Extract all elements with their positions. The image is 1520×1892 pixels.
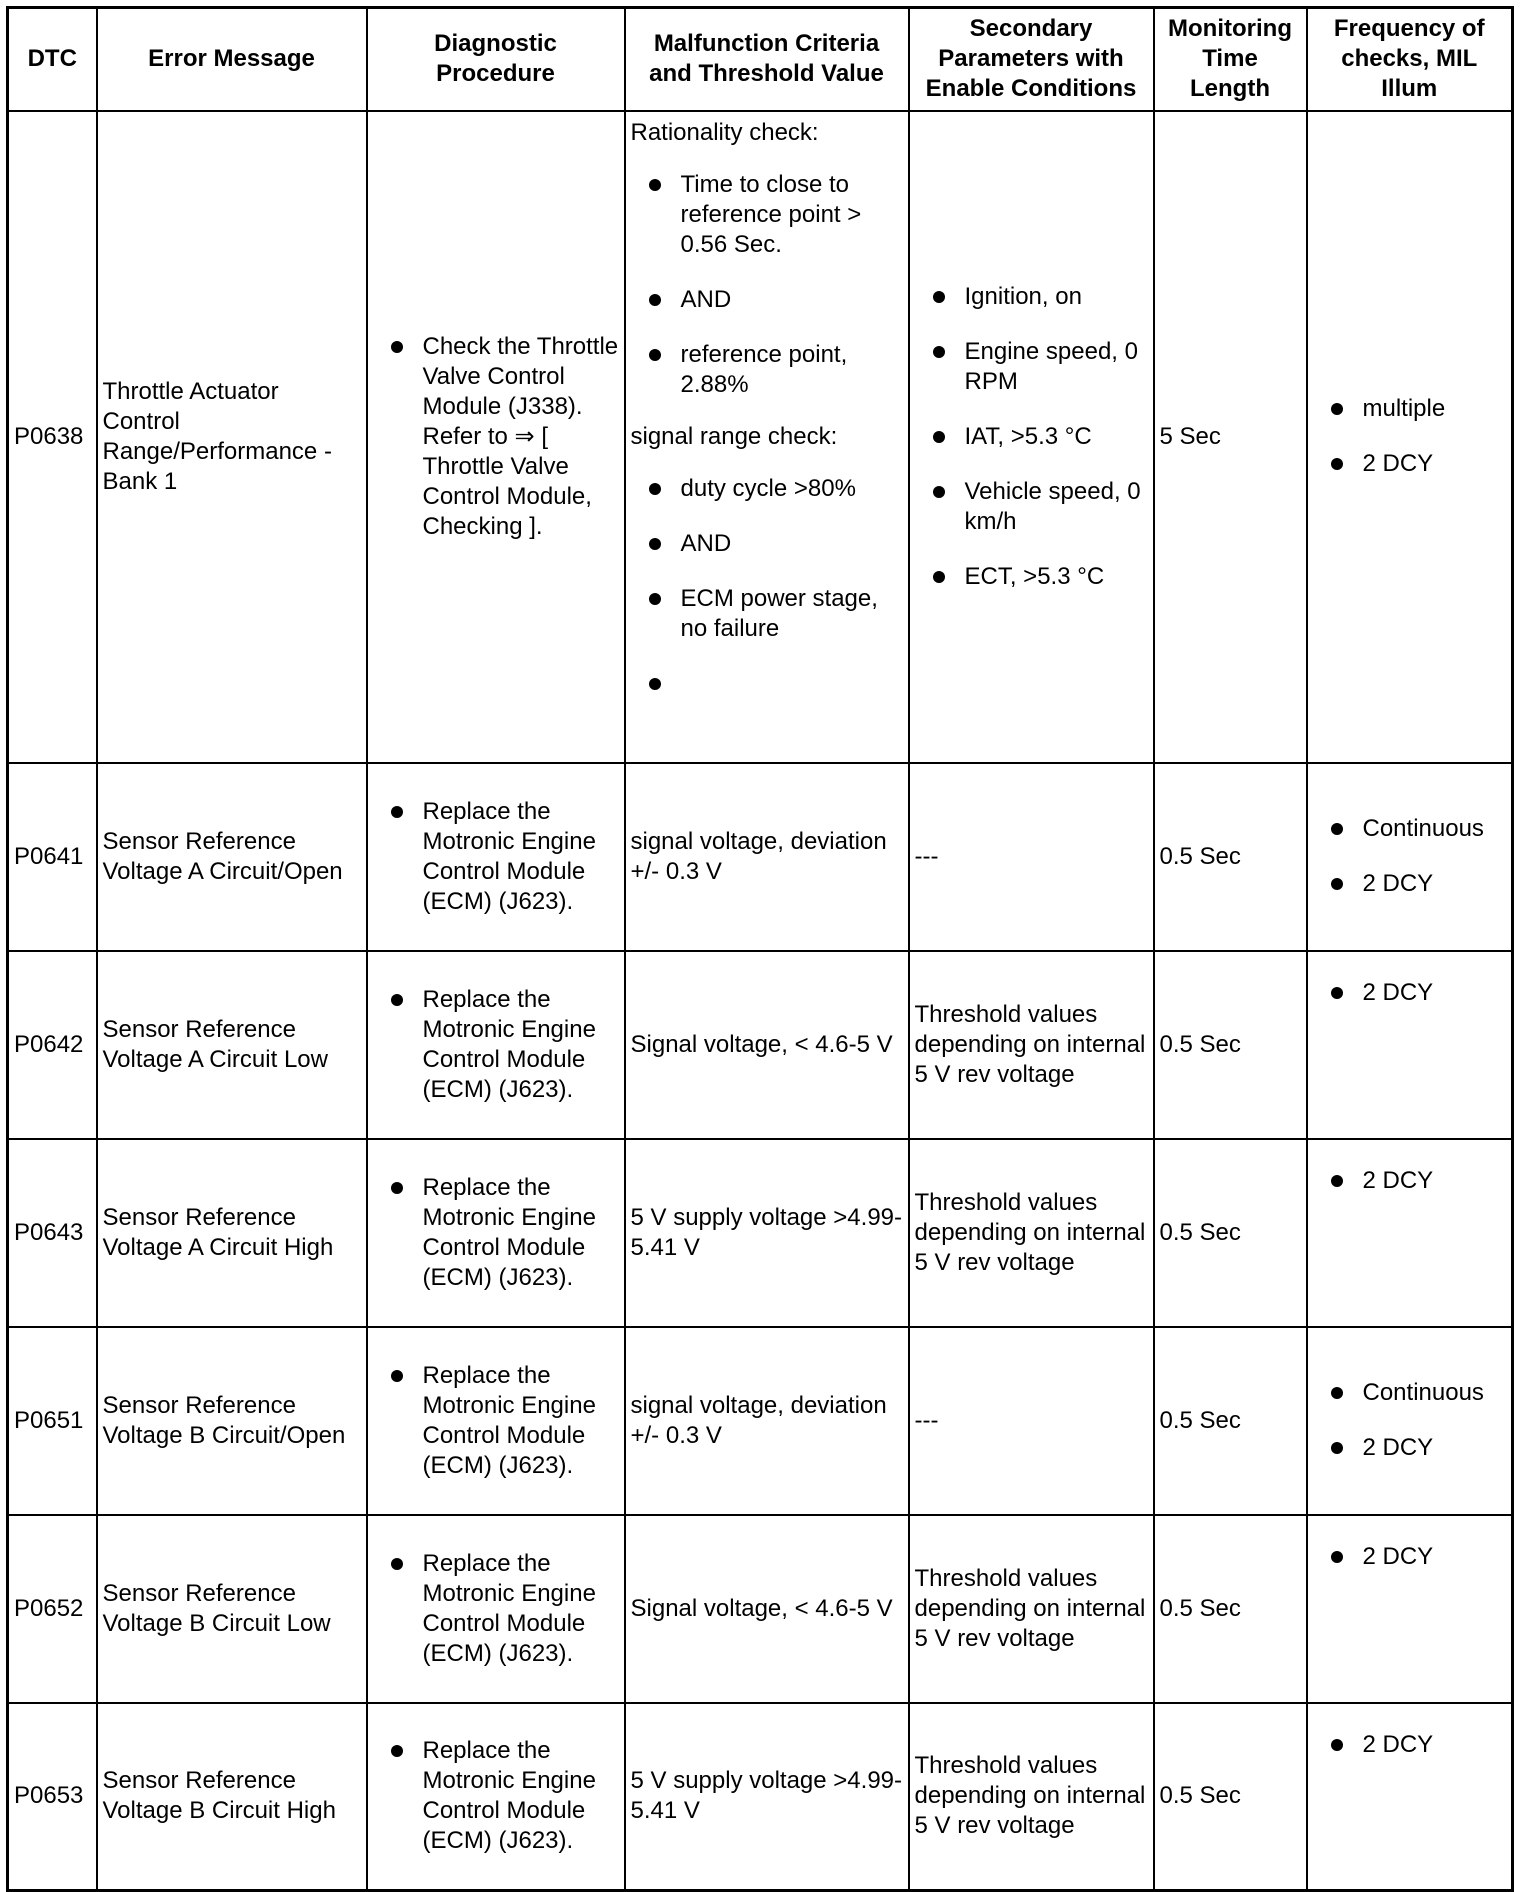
table-row: [8, 763, 1513, 951]
monitoring-time: 5 Sec: [1154, 111, 1307, 763]
diagnostic-procedure: [367, 951, 625, 1139]
diagnostic-procedure: [367, 1327, 625, 1515]
frequency-item: 2 DCY: [1313, 1730, 1507, 1760]
monitoring-time: 0.5 Sec: [1154, 763, 1307, 951]
monitoring-time: 0.5 Sec: [1154, 1139, 1307, 1327]
malfunction-criteria: [625, 111, 909, 763]
error-message: Sensor Reference Voltage A Circuit/Open: [97, 763, 367, 951]
malfunction-criteria: 5 V supply voltage >4.99-5.41 V: [625, 1703, 909, 1891]
frequency: [1307, 763, 1513, 951]
criteria-item: AND: [631, 529, 903, 559]
diagnostic-procedure: [367, 111, 625, 763]
error-message: Sensor Reference Voltage A Circuit High: [97, 1139, 367, 1327]
dtc-code: P0641: [8, 763, 97, 951]
frequency-item: 2 DCY: [1313, 1542, 1507, 1572]
frequency-item: 2 DCY: [1313, 869, 1507, 899]
frequency-item: 2 DCY: [1313, 978, 1507, 1008]
dtc-code: P0653: [8, 1703, 97, 1891]
procedure-item: Replace the Motronic Engine Control Module (ECM) (J623).: [373, 797, 619, 917]
frequency-item: 2 DCY: [1313, 449, 1507, 479]
header-diagnostic-procedure: Diagnostic Procedure: [367, 8, 625, 111]
header-monitoring-time: Monitoring Time Length: [1154, 8, 1307, 111]
frequency: [1307, 111, 1513, 763]
procedure-item: Replace the Motronic Engine Control Module (ECM) (J623).: [373, 1361, 619, 1481]
table-header-row: [8, 8, 1513, 111]
frequency-item: 2 DCY: [1313, 1433, 1507, 1463]
procedure-item: Replace the Motronic Engine Control Module (ECM) (J623).: [373, 1549, 619, 1669]
malfunction-criteria: Signal voltage, < 4.6-5 V: [625, 1515, 909, 1703]
malfunction-criteria: signal voltage, deviation +/- 0.3 V: [625, 763, 909, 951]
procedure-item: Check the Throttle Valve Control Module (J338). Refer to ⇒ [ Throttle Valve Control Module, Checking ].: [373, 332, 619, 542]
procedure-item: Replace the Motronic Engine Control Module (ECM) (J623).: [373, 1736, 619, 1856]
header-dtc: DTC: [8, 8, 97, 111]
criteria-item-empty: [631, 669, 903, 699]
secondary-item: Vehicle speed, 0 km/h: [915, 477, 1148, 537]
diagnostic-procedure: [367, 1515, 625, 1703]
malfunction-criteria: signal voltage, deviation +/- 0.3 V: [625, 1327, 909, 1515]
procedure-item: Replace the Motronic Engine Control Module (ECM) (J623).: [373, 985, 619, 1105]
frequency-item: Continuous: [1313, 1378, 1507, 1408]
malfunction-criteria: Signal voltage, < 4.6-5 V: [625, 951, 909, 1139]
frequency: [1307, 951, 1513, 1139]
secondary-parameters: ---: [909, 763, 1154, 951]
frequency: [1307, 1327, 1513, 1515]
header-frequency: Frequency of checks, MIL Illum: [1307, 8, 1513, 111]
table-row: [8, 1139, 1513, 1327]
table-row: [8, 1327, 1513, 1515]
error-message: Sensor Reference Voltage A Circuit Low: [97, 951, 367, 1139]
secondary-item: Engine speed, 0 RPM: [915, 337, 1148, 397]
monitoring-time: 0.5 Sec: [1154, 1515, 1307, 1703]
dtc-code: P0642: [8, 951, 97, 1139]
monitoring-time: 0.5 Sec: [1154, 951, 1307, 1139]
frequency-item: 2 DCY: [1313, 1166, 1507, 1196]
dtc-table: [6, 6, 1514, 1892]
frequency: [1307, 1139, 1513, 1327]
criteria-item: AND: [631, 285, 903, 315]
table-row: [8, 111, 1513, 763]
header-secondary-parameters: Secondary Parameters with Enable Conditions: [909, 8, 1154, 111]
diagnostic-procedure: [367, 1139, 625, 1327]
monitoring-time: 0.5 Sec: [1154, 1703, 1307, 1891]
criteria-label: signal range check:: [630, 422, 838, 450]
dtc-code: P0652: [8, 1515, 97, 1703]
frequency-item: multiple: [1313, 394, 1507, 424]
table-row: [8, 1515, 1513, 1703]
table-row: [8, 1703, 1513, 1891]
secondary-parameters: Threshold values depending on internal 5 V rev voltage: [909, 1515, 1154, 1703]
error-message: Sensor Reference Voltage B Circuit Low: [97, 1515, 367, 1703]
dtc-code: P0638: [8, 111, 97, 763]
frequency-item: Continuous: [1313, 814, 1507, 844]
criteria-label: Rationality check:: [630, 118, 819, 146]
secondary-item: Ignition, on: [915, 282, 1148, 312]
criteria-item: Time to close to reference point > 0.56 Sec.: [631, 170, 903, 260]
secondary-parameters: ---: [909, 1327, 1154, 1515]
diagnostic-procedure: [367, 763, 625, 951]
secondary-parameters: Threshold values depending on internal 5 V rev voltage: [909, 951, 1154, 1139]
criteria-item: ECM power stage, no failure: [631, 584, 903, 644]
procedure-item: Replace the Motronic Engine Control Module (ECM) (J623).: [373, 1173, 619, 1293]
secondary-parameters: Threshold values depending on internal 5 V rev voltage: [909, 1139, 1154, 1327]
criteria-item: duty cycle >80%: [631, 474, 903, 504]
malfunction-criteria: 5 V supply voltage >4.99-5.41 V: [625, 1139, 909, 1327]
header-error-message: Error Message: [97, 8, 367, 111]
frequency: [1307, 1703, 1513, 1891]
secondary-parameters: [909, 111, 1154, 763]
error-message: Sensor Reference Voltage B Circuit High: [97, 1703, 367, 1891]
dtc-code: P0643: [8, 1139, 97, 1327]
error-message: Throttle Actuator Control Range/Performance - Bank 1: [97, 111, 367, 763]
secondary-item: IAT, >5.3 °C: [915, 422, 1148, 452]
frequency: [1307, 1515, 1513, 1703]
table-row: [8, 951, 1513, 1139]
header-malfunction-criteria: Malfunction Criteria and Threshold Value: [625, 8, 909, 111]
secondary-parameters: Threshold values depending on internal 5 V rev voltage: [909, 1703, 1154, 1891]
diagnostic-procedure: [367, 1703, 625, 1891]
monitoring-time: 0.5 Sec: [1154, 1327, 1307, 1515]
secondary-item: ECT, >5.3 °C: [915, 562, 1148, 592]
error-message: Sensor Reference Voltage B Circuit/Open: [97, 1327, 367, 1515]
dtc-code: P0651: [8, 1327, 97, 1515]
criteria-item: reference point, 2.88%: [631, 340, 903, 400]
